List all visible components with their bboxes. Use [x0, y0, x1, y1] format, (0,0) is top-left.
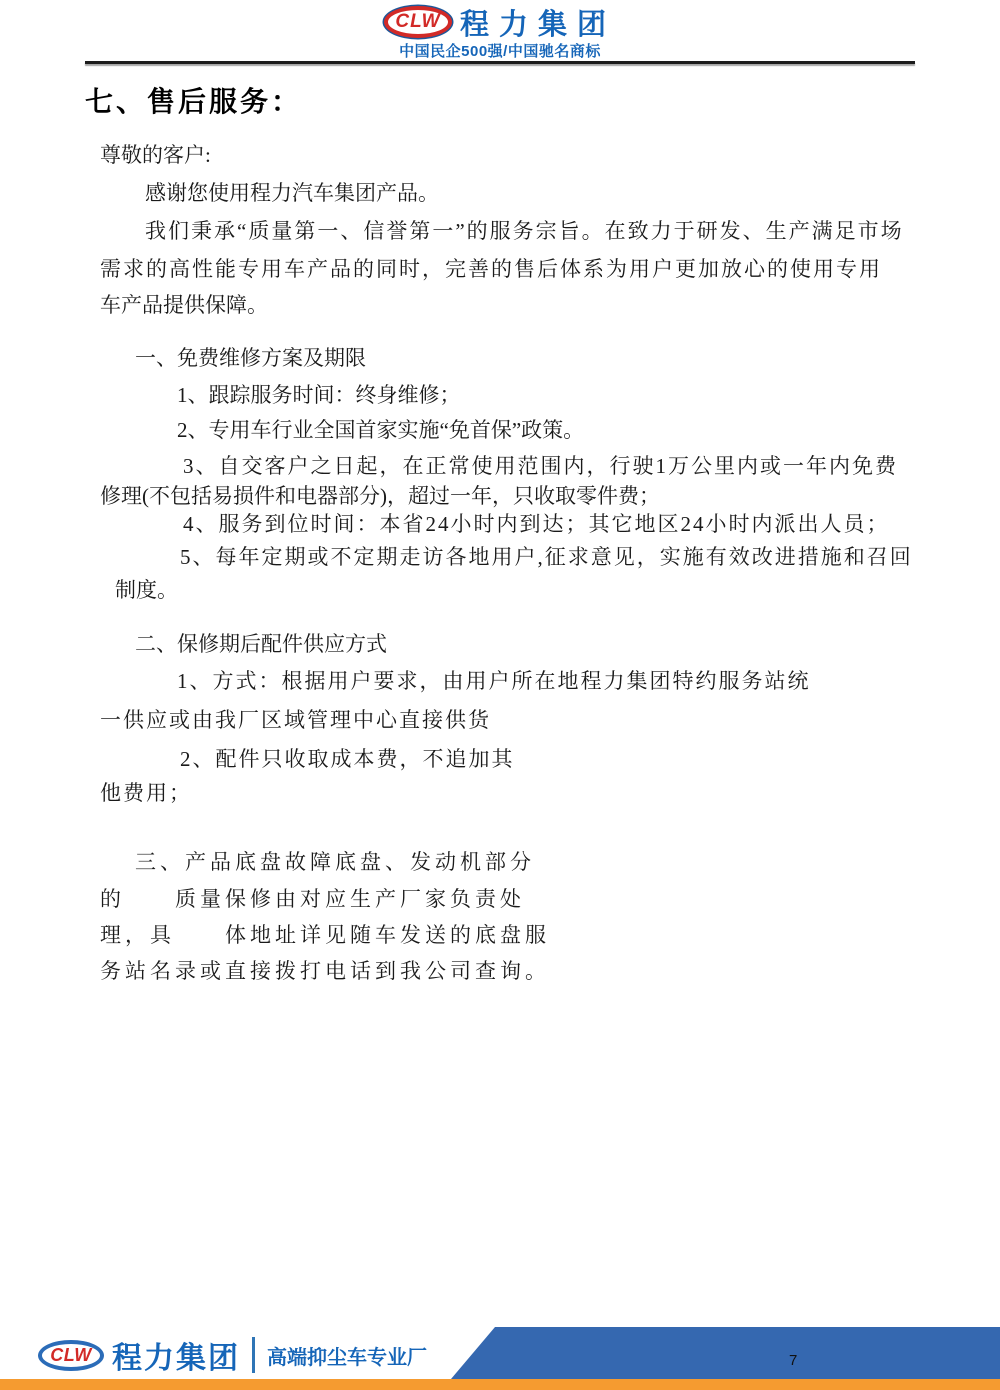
footer-logo-row: [38, 1336, 427, 1374]
clw-logo-icon: [384, 6, 452, 38]
body-line: 需求的高性能专用车产品的同时，完善的售后体系为用户更加放心的使用专用: [100, 257, 882, 281]
footer-brand-name: 程力集团: [112, 1342, 240, 1375]
header-logo-row: [0, 5, 1000, 39]
section-heading: 三、产品底盘故障底盘、发动机部分: [135, 850, 535, 874]
body-line: 5、每年定期或不定期走访各地用户,征求意见，实施有效改进措施和召回: [180, 545, 913, 569]
body-line: 2、专用车行业全国首家实施“免首保”政策。: [177, 418, 585, 442]
clw-logo-text: CLW: [50, 1344, 92, 1365]
footer-banner-shape: [451, 1327, 1000, 1379]
body-line: 尊敬的客户:: [100, 143, 211, 167]
clw-logo-text: CLW: [395, 11, 441, 32]
page-number: 7: [789, 1352, 798, 1369]
body-line: 务站名录或直接拨打电话到我公司查询。: [100, 959, 550, 983]
body-line: 车产品提供保障。: [100, 293, 268, 317]
header-divider-rule: [85, 61, 915, 64]
header-tagline: 中国民企500强/中国驰名商标: [399, 43, 601, 60]
body-line: 1、跟踪服务时间：终身维修；: [177, 383, 461, 407]
body-line: 理，具 体地址详见随车发送的底盘服: [100, 923, 550, 947]
body-line: 他费用；: [100, 781, 192, 805]
body-line: 3、自交客户之日起，在正常使用范围内，行驶1万公里内或一年内免费: [183, 454, 898, 478]
clw-logo-icon: [38, 1340, 104, 1371]
body-line: 我们秉承“质量第一、信誉第一”的服务宗旨。在致力于研发、生产满足市场: [145, 219, 904, 243]
body-line: 修理(不包括易损件和电器部分)，超过一年，只收取零件费；: [100, 484, 660, 508]
section-heading: 一、免费维修方案及期限: [135, 346, 366, 370]
body-line: 2、配件只收取成本费，不追加其: [180, 747, 515, 771]
body-line: 一供应或由我厂区域管理中心直接供货: [100, 708, 491, 732]
header-brand-name: 程力集团: [459, 8, 616, 41]
body-line: 的 质量保修由对应生产厂家负责处: [100, 887, 525, 911]
footer-orange-bar: [0, 1379, 1000, 1390]
body-line: 1、方式：根据用户要求，由用户所在地程力集团特约服务站统: [177, 669, 811, 693]
body-line: 制度。: [115, 578, 178, 602]
body-line: 4、服务到位时间：本省24小时内到达；其它地区24小时内派出人员；: [183, 512, 890, 536]
footer-divider: [252, 1337, 255, 1373]
body-line: 感谢您使用程力汽车集团产品。: [145, 181, 439, 205]
section-heading: 二、保修期后配件供应方式: [135, 632, 387, 656]
footer-slogan: 高端抑尘车专业厂: [267, 1346, 427, 1369]
page-title: 七、售后服务：: [85, 86, 303, 117]
